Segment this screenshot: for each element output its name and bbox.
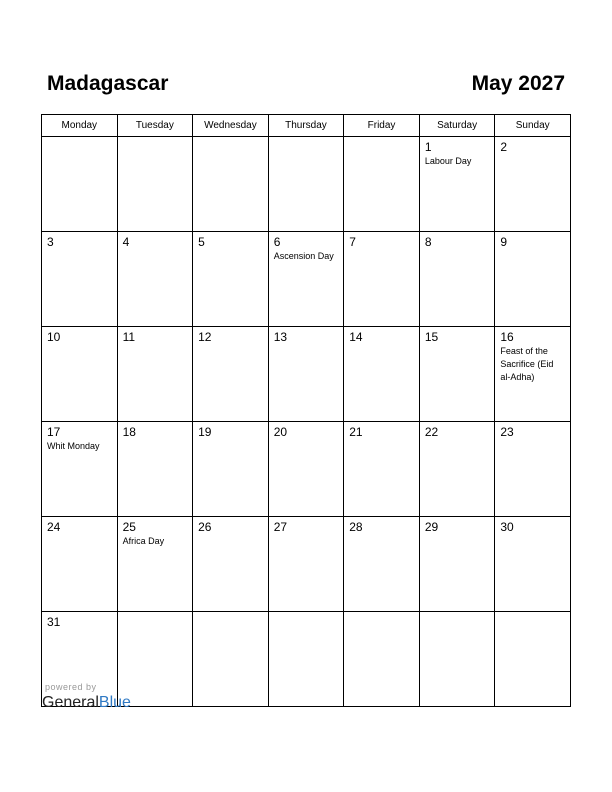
day-cell [419, 232, 495, 327]
month-title: May 2027 [471, 72, 565, 95]
day-cell [495, 612, 571, 707]
day-cell [117, 422, 193, 517]
day-cell [193, 422, 269, 517]
day-cell [495, 327, 571, 422]
day-cell [193, 232, 269, 327]
day-cell [268, 517, 344, 612]
day-cell [42, 137, 118, 232]
day-cell [344, 517, 420, 612]
week-row [42, 612, 571, 707]
day-number: 19 [198, 425, 212, 439]
day-number: 13 [273, 330, 288, 344]
day-cell [344, 232, 420, 327]
day-number: 6 [273, 235, 281, 249]
day-cell [117, 137, 193, 232]
day-cell [495, 232, 571, 327]
week-row [42, 232, 571, 327]
day-number: 3 [47, 235, 54, 249]
day-number: 23 [500, 425, 514, 439]
generalblue-logo[interactable] [42, 694, 131, 712]
holiday-label: Labour Day [424, 156, 472, 166]
day-number: 8 [424, 235, 432, 249]
day-cell [495, 517, 571, 612]
day-cell [193, 517, 269, 612]
country-title: Madagascar [47, 72, 169, 95]
day-cell [419, 327, 495, 422]
day-number: 16 [500, 330, 514, 344]
weekday-header: Saturday [419, 115, 495, 137]
day-number: 1 [424, 140, 432, 154]
weekday-header: Tuesday [117, 115, 193, 137]
calendar-body [42, 137, 571, 707]
week-row [42, 517, 571, 612]
day-number: 5 [198, 235, 205, 249]
day-cell [117, 232, 193, 327]
day-number: 4 [122, 235, 130, 249]
day-cell [268, 327, 344, 422]
week-row [42, 327, 571, 422]
day-number: 30 [500, 520, 514, 534]
day-number: 15 [424, 330, 439, 344]
weekday-header: Friday [344, 115, 420, 137]
day-cell [117, 612, 193, 707]
day-number: 9 [500, 235, 508, 249]
day-cell [419, 422, 495, 517]
day-cell [42, 327, 118, 422]
weekday-header-row [42, 115, 571, 137]
day-cell [495, 422, 571, 517]
day-number: 21 [349, 425, 363, 439]
day-number: 25 [122, 520, 136, 534]
day-cell [193, 327, 269, 422]
week-row [42, 422, 571, 517]
day-number: 29 [424, 520, 439, 534]
day-number: 27 [273, 520, 288, 534]
day-cell [117, 517, 193, 612]
holiday-label: Africa Day [122, 536, 165, 546]
day-number: 7 [349, 235, 356, 249]
day-cell [344, 612, 420, 707]
logo-general: General [42, 694, 99, 711]
day-number: 12 [198, 330, 212, 344]
day-cell [344, 422, 420, 517]
holiday-label: Whit Monday [47, 441, 100, 451]
day-number: 31 [47, 615, 61, 629]
weekday-header: Monday [42, 115, 118, 137]
day-cell [344, 137, 420, 232]
day-cell [42, 517, 118, 612]
day-number: 18 [122, 425, 136, 439]
day-cell [42, 422, 118, 517]
day-cell [193, 137, 269, 232]
day-number: 14 [349, 330, 363, 344]
calendar-grid [41, 114, 571, 707]
day-cell [419, 137, 495, 232]
day-cell [268, 422, 344, 517]
weekday-header: Wednesday [193, 115, 269, 137]
day-number: 2 [500, 140, 508, 154]
holiday-label: Feast of the Sacrifice (Eid al-Adha) [500, 346, 554, 382]
day-number: 11 [122, 330, 136, 344]
day-number: 28 [349, 520, 363, 534]
day-number: 22 [424, 425, 439, 439]
logo-blue: Blue [98, 694, 131, 711]
powered-by-label: powered by [45, 682, 97, 692]
day-cell [268, 232, 344, 327]
weekday-header: Sunday [495, 115, 571, 137]
day-number: 24 [47, 520, 61, 534]
day-cell [193, 612, 269, 707]
day-cell [495, 137, 571, 232]
day-cell [419, 517, 495, 612]
day-cell [42, 612, 118, 707]
day-cell [268, 612, 344, 707]
day-number: 10 [47, 330, 61, 344]
day-number: 26 [198, 520, 212, 534]
day-number: 17 [47, 425, 61, 439]
day-cell [344, 327, 420, 422]
week-row [42, 137, 571, 232]
day-number: 20 [273, 425, 288, 439]
day-cell [268, 137, 344, 232]
holiday-label: Ascension Day [273, 251, 334, 261]
day-cell [419, 612, 495, 707]
day-cell [117, 327, 193, 422]
weekday-header: Thursday [268, 115, 344, 137]
day-cell [42, 232, 118, 327]
